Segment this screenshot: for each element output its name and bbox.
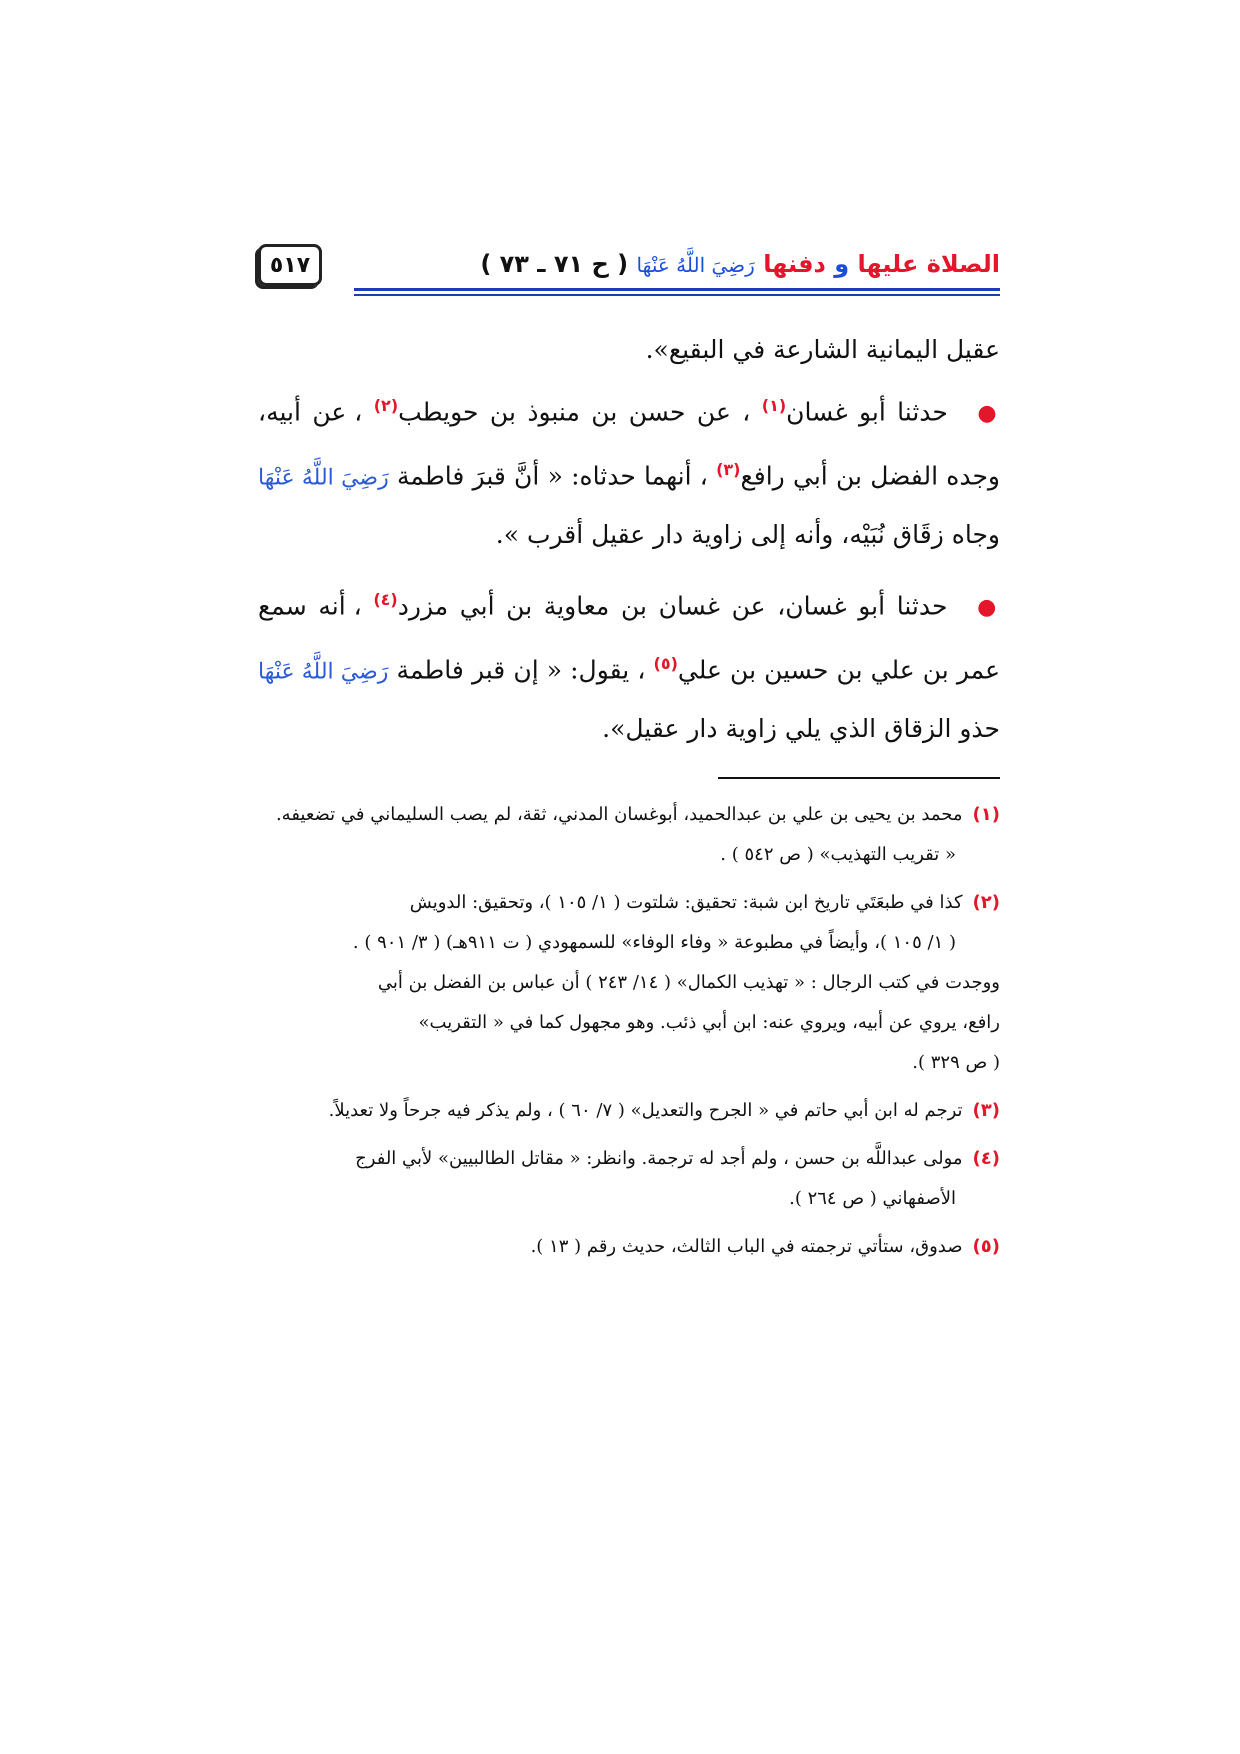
p1-text-e: وجاه زقَاق نُبَيْه، وأنه إلى زاوية دار عقيل أقرب ». — [495, 519, 1000, 549]
footnote-number: (٢) — [972, 892, 1000, 913]
p2-text-a: حدثنا أبو غسان، عن غسان بن معاوية بن أبي مزرد — [397, 591, 948, 621]
footnote-text: ( ١/ ١٠٥ )، وأيضاً في مطبوعة « وفاء الوفاء» للسمهودي ( ت ٩١١هـ) ( ٣/ ٩٠١ ) . — [352, 932, 956, 953]
footnote-text: ووجدت في كتب الرجال : « تهذيب الكمال» ( ١٤/ ٢٤٣ ) أن عباس بن الفضل بن أبي — [377, 972, 1000, 993]
footnote-2 — [258, 883, 1000, 1083]
footnote-text: صدوق، ستأتي ترجمته في الباب الثالث، حديث رقم ( ١٣ ). — [530, 1236, 963, 1257]
honorific: رَضِيَ اللَّهُ عَنْهَا — [258, 465, 389, 491]
title-hadith-range: ( ح ٧١ ـ ٧٣ ) — [480, 250, 629, 278]
p2-text-c: ، يقول: « إن قبر فاطمة — [396, 655, 646, 685]
footnote-number: (٥) — [972, 1236, 1000, 1257]
page-header — [258, 244, 1000, 288]
hadith-paragraph-1 — [258, 378, 1000, 563]
footnotes — [258, 795, 1000, 1275]
p2-text-b: ، أنه سمع عمر بن علي بن حسين بن علي — [258, 591, 1001, 685]
footnote-ref-4[interactable]: (٤) — [373, 590, 398, 609]
running-title — [480, 244, 1000, 284]
title-part-1: الصلاة عليها — [857, 250, 1000, 278]
footnote-text: رافع، يروي عن أبيه، ويروي عنه: ابن أبي ذئب. وهو مجهول كما في « التقريب» — [418, 1012, 1000, 1033]
p1-text-d: ، أنهما حدثاه: « أنَّ قبرَ فاطمة — [396, 461, 708, 491]
footnote-ref-5[interactable]: (٥) — [653, 654, 678, 674]
footnote-ref-2[interactable]: (٢) — [373, 396, 399, 415]
p1-text-b: ، عن حسن بن منبوذ بن حويطب — [398, 397, 751, 427]
footnote-number: (١) — [972, 804, 1000, 825]
footnote-5 — [258, 1227, 1000, 1267]
title-part-3: دفنها — [763, 250, 826, 278]
footnote-text: محمد بن يحيى بن علي بن عبدالحميد، أبوغسان المدني، ثقة، لم يصب السليماني في تضعيفه. — [275, 804, 963, 825]
bullet-icon: ● — [977, 595, 1000, 621]
footnote-4 — [258, 1139, 1000, 1219]
footnote-text: كذا في طبعَتَي تاريخ ابن شبة: تحقيق: شلتوت ( ١/ ١٠٥ )، وتحقيق: الدويش — [409, 892, 963, 913]
header-rule — [354, 288, 1000, 291]
footnote-ref-1[interactable]: (١) — [761, 396, 787, 415]
header-rule-secondary — [354, 294, 1000, 296]
footnote-3 — [258, 1091, 1000, 1131]
p1-text-a: حدثنا أبو غسان — [786, 397, 948, 427]
footnote-text: مولى عبداللَّه بن حسن ، ولم أجد له ترجمة. وانظر: « مقاتل الطالبيين» لأبي الفرج — [355, 1148, 963, 1169]
footnote-number: (٤) — [972, 1148, 1000, 1169]
continuation-line: عقيل اليمانية الشارعة في البقيع». — [645, 335, 1000, 364]
footnote-text: « تقريب التهذيب» ( ص ٥٤٢ ) . — [720, 844, 956, 865]
footnote-text: ( ص ٣٢٩ ). — [912, 1052, 1000, 1073]
hadith-paragraph-2 — [258, 572, 1000, 757]
title-honorific: رَضِيَ اللَّهُ عَنْهَا — [636, 253, 755, 277]
p1-text-c: ، عن أبيه، وجده الفضل بن أبي رافع — [258, 397, 1001, 491]
body-line-0 — [258, 322, 1000, 378]
footnote-text: الأصفهاني ( ص ٢٦٤ ). — [789, 1188, 956, 1209]
bullet-icon: ● — [977, 401, 1000, 427]
footnote-number: (٣) — [972, 1100, 1000, 1121]
title-part-2: و — [834, 250, 850, 278]
page-number: ٥١٧ — [258, 244, 322, 286]
footnote-separator — [718, 777, 1000, 779]
footnote-ref-3[interactable]: (٣) — [716, 460, 741, 480]
p2-text-d: حذو الزقاق الذي يلي زاوية دار عقيل». — [602, 713, 1000, 743]
footnote-1 — [258, 795, 1000, 875]
honorific: رَضِيَ اللَّهُ عَنْهَا — [258, 659, 389, 685]
footnote-text: ترجم له ابن أبي حاتم في « الجرح والتعديل» ( ٧/ ٦٠ ) ، ولم يذكر فيه جرحاً ولا تعديلاً. — [328, 1100, 963, 1121]
